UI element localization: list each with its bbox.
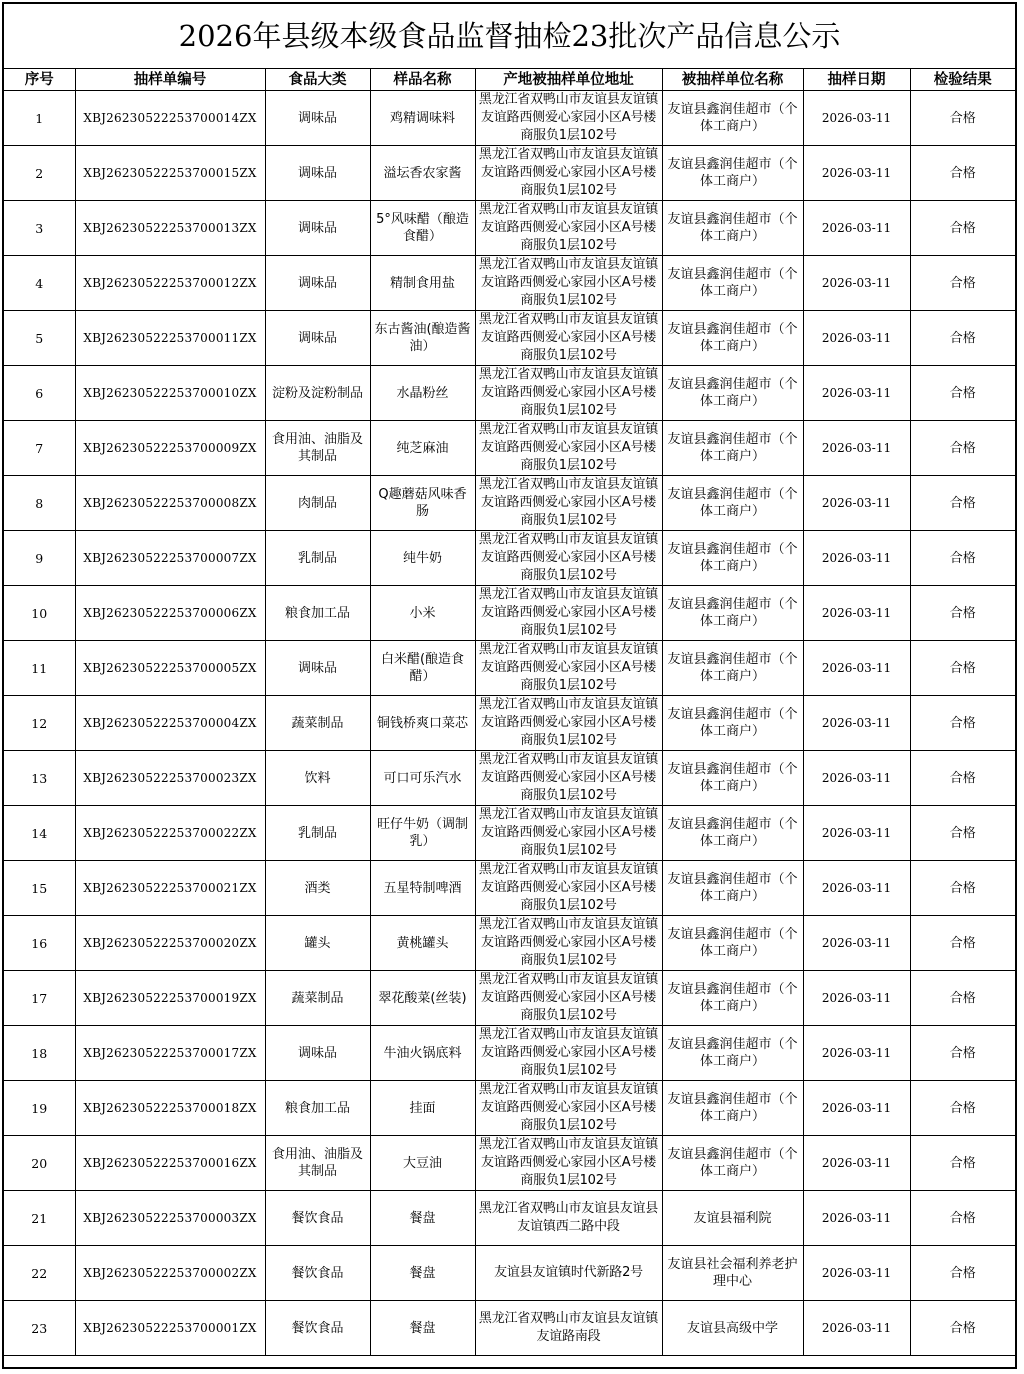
cell-category: 调味品 [265,641,370,696]
cell-sample: 溢坛香农家酱 [370,146,475,201]
cell-date: 2026-03-11 [803,971,910,1026]
table-row [4,751,1015,806]
cell-seq: 21 [4,1191,75,1246]
cell-category: 乳制品 [265,531,370,586]
table-row [4,641,1015,696]
cell-unit: 友谊县鑫润佳超市（个体工商户） [662,421,803,476]
cell-category: 调味品 [265,201,370,256]
table-row [4,256,1015,311]
cell-result: 合格 [910,1026,1015,1081]
cell-category: 饮料 [265,751,370,806]
table-row [4,476,1015,531]
cell-address: 黑龙江省双鸭山市友谊县友谊镇友谊路西侧爱心家园小区A号楼商服负1层102号 [475,1026,662,1081]
cell-unit: 友谊县鑫润佳超市（个体工商户） [662,641,803,696]
table-row [4,421,1015,476]
cell-result: 合格 [910,641,1015,696]
cell-code: XBJ26230522253700002ZX [75,1246,265,1301]
cell-address: 黑龙江省双鸭山市友谊县友谊镇友谊路西侧爱心家园小区A号楼商服负1层102号 [475,256,662,311]
cell-address: 友谊县友谊镇时代新路2号 [475,1246,662,1301]
cell-result: 合格 [910,421,1015,476]
cell-date: 2026-03-11 [803,1136,910,1191]
cell-result: 合格 [910,806,1015,861]
header-result: 检验结果 [910,69,1015,91]
cell-category: 罐头 [265,916,370,971]
sampling-table [4,69,1015,1356]
table-row [4,1246,1015,1301]
cell-unit: 友谊县鑫润佳超市（个体工商户） [662,531,803,586]
cell-code: XBJ26230522253700020ZX [75,916,265,971]
header-code: 抽样单编号 [75,69,265,91]
cell-seq: 18 [4,1026,75,1081]
cell-unit: 友谊县鑫润佳超市（个体工商户） [662,476,803,531]
cell-category: 调味品 [265,1026,370,1081]
table-row [4,201,1015,256]
cell-code: XBJ26230522253700011ZX [75,311,265,366]
header-row [4,69,1015,91]
cell-code: XBJ26230522253700016ZX [75,1136,265,1191]
cell-category: 蔬菜制品 [265,696,370,751]
cell-date: 2026-03-11 [803,586,910,641]
cell-code: XBJ26230522253700013ZX [75,201,265,256]
cell-seq: 17 [4,971,75,1026]
cell-date: 2026-03-11 [803,806,910,861]
notice-sheet [2,2,1017,1369]
cell-category: 酒类 [265,861,370,916]
cell-category: 餐饮食品 [265,1246,370,1301]
cell-unit: 友谊县鑫润佳超市（个体工商户） [662,1026,803,1081]
cell-result: 合格 [910,861,1015,916]
cell-category: 乳制品 [265,806,370,861]
table-row [4,586,1015,641]
cell-sample: 铜钱桥爽口菜芯 [370,696,475,751]
cell-unit: 友谊县高级中学 [662,1301,803,1356]
cell-code: XBJ26230522253700001ZX [75,1301,265,1356]
cell-address: 黑龙江省双鸭山市友谊县友谊镇友谊路西侧爱心家园小区A号楼商服负1层102号 [475,1136,662,1191]
cell-date: 2026-03-11 [803,421,910,476]
cell-address: 黑龙江省双鸭山市友谊县友谊县友谊镇西二路中段 [475,1191,662,1246]
cell-unit: 友谊县福利院 [662,1191,803,1246]
cell-code: XBJ26230522253700009ZX [75,421,265,476]
cell-date: 2026-03-11 [803,641,910,696]
cell-category: 调味品 [265,311,370,366]
cell-sample: 餐盘 [370,1301,475,1356]
cell-result: 合格 [910,971,1015,1026]
cell-date: 2026-03-11 [803,1301,910,1356]
cell-result: 合格 [910,916,1015,971]
cell-unit: 友谊县鑫润佳超市（个体工商户） [662,971,803,1026]
cell-category: 调味品 [265,146,370,201]
cell-seq: 6 [4,366,75,421]
cell-sample: 纯芝麻油 [370,421,475,476]
header-sample: 样品名称 [370,69,475,91]
cell-unit: 友谊县鑫润佳超市（个体工商户） [662,806,803,861]
cell-result: 合格 [910,201,1015,256]
cell-date: 2026-03-11 [803,1246,910,1301]
cell-seq: 4 [4,256,75,311]
table-row [4,1026,1015,1081]
cell-address: 黑龙江省双鸭山市友谊县友谊镇友谊路西侧爱心家园小区A号楼商服负1层102号 [475,476,662,531]
cell-date: 2026-03-11 [803,696,910,751]
cell-address: 黑龙江省双鸭山市友谊县友谊镇友谊路西侧爱心家园小区A号楼商服负1层102号 [475,366,662,421]
header-seq: 序号 [4,69,75,91]
cell-code: XBJ26230522253700014ZX [75,91,265,146]
cell-address: 黑龙江省双鸭山市友谊县友谊镇友谊路西侧爱心家园小区A号楼商服负1层102号 [475,146,662,201]
cell-category: 肉制品 [265,476,370,531]
cell-seq: 23 [4,1301,75,1356]
cell-date: 2026-03-11 [803,916,910,971]
cell-result: 合格 [910,1191,1015,1246]
header-unit: 被抽样单位名称 [662,69,803,91]
cell-seq: 9 [4,531,75,586]
cell-code: XBJ26230522253700017ZX [75,1026,265,1081]
cell-address: 黑龙江省双鸭山市友谊县友谊镇友谊路西侧爱心家园小区A号楼商服负1层102号 [475,861,662,916]
cell-category: 粮食加工品 [265,586,370,641]
cell-seq: 7 [4,421,75,476]
table-row [4,1301,1015,1356]
cell-address: 黑龙江省双鸭山市友谊县友谊镇友谊路西侧爱心家园小区A号楼商服负1层102号 [475,586,662,641]
cell-sample: 餐盘 [370,1191,475,1246]
cell-code: XBJ26230522253700018ZX [75,1081,265,1136]
table-row [4,806,1015,861]
cell-result: 合格 [910,256,1015,311]
cell-sample: 挂面 [370,1081,475,1136]
cell-result: 合格 [910,1246,1015,1301]
cell-seq: 19 [4,1081,75,1136]
cell-result: 合格 [910,476,1015,531]
table-row [4,1136,1015,1191]
cell-sample: 翠花酸菜(丝装) [370,971,475,1026]
cell-unit: 友谊县鑫润佳超市（个体工商户） [662,1081,803,1136]
table-row [4,916,1015,971]
cell-result: 合格 [910,696,1015,751]
cell-sample: 牛油火锅底料 [370,1026,475,1081]
cell-unit: 友谊县鑫润佳超市（个体工商户） [662,201,803,256]
cell-unit: 友谊县鑫润佳超市（个体工商户） [662,586,803,641]
cell-result: 合格 [910,531,1015,586]
cell-date: 2026-03-11 [803,146,910,201]
header-category: 食品大类 [265,69,370,91]
cell-unit: 友谊县鑫润佳超市（个体工商户） [662,861,803,916]
cell-address: 黑龙江省双鸭山市友谊县友谊镇友谊路西侧爱心家园小区A号楼商服负1层102号 [475,311,662,366]
cell-unit: 友谊县鑫润佳超市（个体工商户） [662,366,803,421]
cell-category: 调味品 [265,91,370,146]
cell-address: 黑龙江省双鸭山市友谊县友谊镇友谊路西侧爱心家园小区A号楼商服负1层102号 [475,201,662,256]
cell-code: XBJ26230522253700006ZX [75,586,265,641]
cell-date: 2026-03-11 [803,91,910,146]
cell-result: 合格 [910,751,1015,806]
cell-code: XBJ26230522253700015ZX [75,146,265,201]
cell-category: 蔬菜制品 [265,971,370,1026]
cell-code: XBJ26230522253700022ZX [75,806,265,861]
cell-address: 黑龙江省双鸭山市友谊县友谊镇友谊路西侧爱心家园小区A号楼商服负1层102号 [475,531,662,586]
cell-sample: 可口可乐汽水 [370,751,475,806]
cell-address: 黑龙江省双鸭山市友谊县友谊镇友谊路西侧爱心家园小区A号楼商服负1层102号 [475,971,662,1026]
cell-seq: 15 [4,861,75,916]
cell-result: 合格 [910,1301,1015,1356]
cell-category: 食用油、油脂及其制品 [265,1136,370,1191]
cell-address: 黑龙江省双鸭山市友谊县友谊镇友谊路西侧爱心家园小区A号楼商服负1层102号 [475,421,662,476]
cell-code: XBJ26230522253700021ZX [75,861,265,916]
cell-sample: Q趣蘑菇风味香肠 [370,476,475,531]
cell-sample: 5°风味醋（酿造食醋） [370,201,475,256]
cell-seq: 22 [4,1246,75,1301]
cell-sample: 五星特制啤酒 [370,861,475,916]
cell-unit: 友谊县鑫润佳超市（个体工商户） [662,91,803,146]
cell-sample: 东古酱油(酿造酱油） [370,311,475,366]
cell-sample: 小米 [370,586,475,641]
header-date: 抽样日期 [803,69,910,91]
table-row [4,861,1015,916]
cell-seq: 11 [4,641,75,696]
cell-result: 合格 [910,311,1015,366]
cell-result: 合格 [910,586,1015,641]
cell-seq: 1 [4,91,75,146]
document-title: 2026年县级本级食品监督抽检23批次产品信息公示 [4,4,1015,69]
cell-seq: 5 [4,311,75,366]
cell-sample: 大豆油 [370,1136,475,1191]
cell-seq: 2 [4,146,75,201]
table-row [4,311,1015,366]
cell-code: XBJ26230522253700005ZX [75,641,265,696]
cell-category: 餐饮食品 [265,1301,370,1356]
cell-result: 合格 [910,366,1015,421]
cell-code: XBJ26230522253700003ZX [75,1191,265,1246]
cell-sample: 旺仔牛奶（调制乳） [370,806,475,861]
cell-code: XBJ26230522253700012ZX [75,256,265,311]
cell-code: XBJ26230522253700004ZX [75,696,265,751]
cell-category: 餐饮食品 [265,1191,370,1246]
cell-sample: 黄桃罐头 [370,916,475,971]
table-row [4,696,1015,751]
cell-unit: 友谊县鑫润佳超市（个体工商户） [662,1136,803,1191]
cell-date: 2026-03-11 [803,1026,910,1081]
cell-address: 黑龙江省双鸭山市友谊县友谊镇友谊路南段 [475,1301,662,1356]
cell-category: 淀粉及淀粉制品 [265,366,370,421]
cell-seq: 3 [4,201,75,256]
cell-address: 黑龙江省双鸭山市友谊县友谊镇友谊路西侧爱心家园小区A号楼商服负1层102号 [475,1081,662,1136]
cell-date: 2026-03-11 [803,1081,910,1136]
cell-unit: 友谊县社会福利养老护理中心 [662,1246,803,1301]
cell-unit: 友谊县鑫润佳超市（个体工商户） [662,751,803,806]
table-row [4,1081,1015,1136]
cell-address: 黑龙江省双鸭山市友谊县友谊镇友谊路西侧爱心家园小区A号楼商服负1层102号 [475,91,662,146]
cell-sample: 白米醋(酿造食醋） [370,641,475,696]
table-row [4,531,1015,586]
cell-sample: 纯牛奶 [370,531,475,586]
cell-sample: 餐盘 [370,1246,475,1301]
cell-seq: 12 [4,696,75,751]
cell-date: 2026-03-11 [803,311,910,366]
cell-date: 2026-03-11 [803,751,910,806]
cell-category: 粮食加工品 [265,1081,370,1136]
cell-code: XBJ26230522253700019ZX [75,971,265,1026]
table-row [4,146,1015,201]
cell-address: 黑龙江省双鸭山市友谊县友谊镇友谊路西侧爱心家园小区A号楼商服负1层102号 [475,751,662,806]
header-address: 产地被抽样单位地址 [475,69,662,91]
cell-unit: 友谊县鑫润佳超市（个体工商户） [662,146,803,201]
cell-result: 合格 [910,1081,1015,1136]
cell-unit: 友谊县鑫润佳超市（个体工商户） [662,696,803,751]
cell-unit: 友谊县鑫润佳超市（个体工商户） [662,311,803,366]
cell-seq: 13 [4,751,75,806]
cell-address: 黑龙江省双鸭山市友谊县友谊镇友谊路西侧爱心家园小区A号楼商服负1层102号 [475,806,662,861]
cell-seq: 10 [4,586,75,641]
cell-result: 合格 [910,146,1015,201]
cell-seq: 16 [4,916,75,971]
cell-sample: 精制食用盐 [370,256,475,311]
cell-date: 2026-03-11 [803,201,910,256]
cell-code: XBJ26230522253700023ZX [75,751,265,806]
cell-address: 黑龙江省双鸭山市友谊县友谊镇友谊路西侧爱心家园小区A号楼商服负1层102号 [475,641,662,696]
table-row [4,1191,1015,1246]
cell-unit: 友谊县鑫润佳超市（个体工商户） [662,916,803,971]
cell-address: 黑龙江省双鸭山市友谊县友谊镇友谊路西侧爱心家园小区A号楼商服负1层102号 [475,916,662,971]
cell-date: 2026-03-11 [803,476,910,531]
cell-date: 2026-03-11 [803,531,910,586]
cell-code: XBJ26230522253700010ZX [75,366,265,421]
cell-code: XBJ26230522253700007ZX [75,531,265,586]
cell-address: 黑龙江省双鸭山市友谊县友谊镇友谊路西侧爱心家园小区A号楼商服负1层102号 [475,696,662,751]
cell-seq: 14 [4,806,75,861]
cell-category: 调味品 [265,256,370,311]
cell-seq: 20 [4,1136,75,1191]
cell-result: 合格 [910,1136,1015,1191]
cell-date: 2026-03-11 [803,366,910,421]
table-row [4,91,1015,146]
cell-category: 食用油、油脂及其制品 [265,421,370,476]
cell-seq: 8 [4,476,75,531]
table-body [4,91,1015,1356]
cell-date: 2026-03-11 [803,1191,910,1246]
cell-date: 2026-03-11 [803,256,910,311]
table-row [4,366,1015,421]
table-row [4,971,1015,1026]
cell-unit: 友谊县鑫润佳超市（个体工商户） [662,256,803,311]
cell-code: XBJ26230522253700008ZX [75,476,265,531]
cell-date: 2026-03-11 [803,861,910,916]
cell-sample: 水晶粉丝 [370,366,475,421]
cell-result: 合格 [910,91,1015,146]
cell-sample: 鸡精调味料 [370,91,475,146]
